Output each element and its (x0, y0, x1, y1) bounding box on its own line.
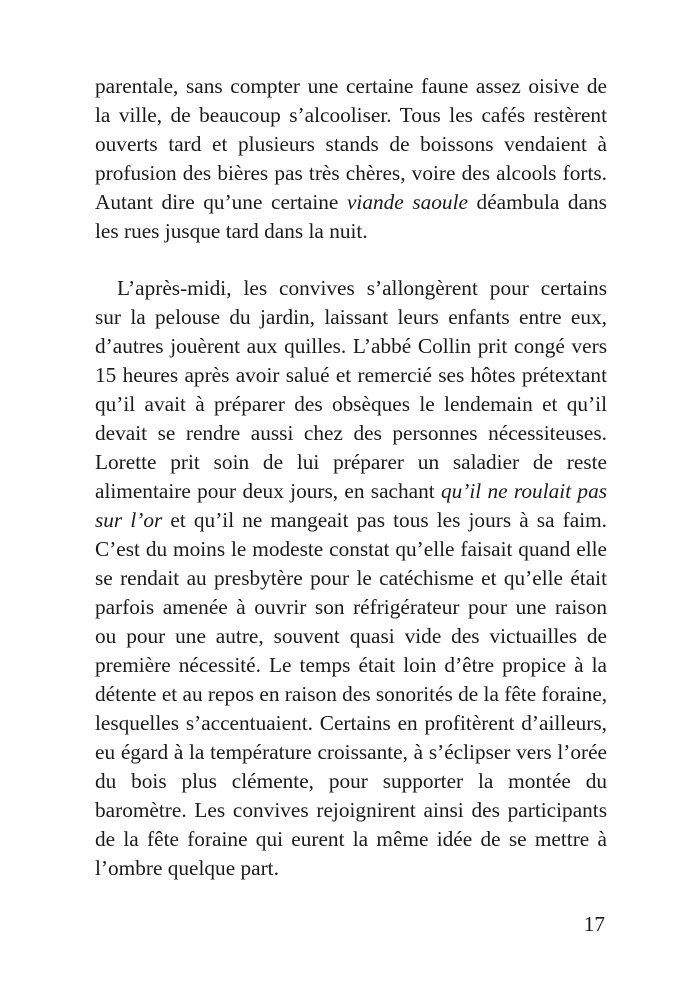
text-line: détente et au repos en raison des sonorités de la fête foraine, (95, 682, 608, 706)
text-line: les rues jusque tard dans la nuit. (95, 219, 368, 243)
paragraph-break (95, 246, 607, 274)
text-line: devait se rendre aussi chez des personnes nécessiteuses. (95, 421, 607, 445)
italic-phrase: viande saoule (346, 190, 468, 214)
text-line: sur la pelouse du jardin, laissant leurs enfants entre eux, (95, 305, 607, 329)
text-line: du bois plus clémente, pour supporter la montée du (95, 769, 607, 793)
italic-phrase: qu’il ne roulait pas (440, 479, 608, 503)
text-line: ouverts tard et plusieurs stands de boissons vendaient à (95, 132, 607, 156)
text-line: Lorette prit soin de lui préparer un saladier de reste (95, 450, 607, 474)
text-line: parentale, sans compter une certaine faune assez oisive de (95, 74, 607, 98)
text-line (95, 477, 607, 506)
text-run: alimentaire pour deux jours, en sachant (95, 479, 441, 503)
text-line: la ville, de beaucoup s’alcooliser. Tous les cafés restèrent (95, 103, 607, 127)
text-line: qu’il avait à préparer des obsèques le lendemain et qu’il (95, 392, 607, 416)
text-line: C’est du moins le modeste constat qu’elle faisait quand elle (95, 537, 607, 561)
text-line: profusion des bières pas très chères, voire des alcools forts. (95, 161, 607, 185)
text-line: 15 heures après avoir salué et remercié ses hôtes prétextant (95, 363, 607, 387)
text-line: d’autres jouèrent aux quilles. L’abbé Collin prit congé vers (95, 334, 607, 358)
text-line: l’ombre quelque part. (95, 856, 279, 880)
text-run: et qu’il ne mangeait pas tous les jours à sa faim. (162, 508, 608, 532)
text-line: lesquelles s’accentuaient. Certains en profitèrent d’ailleurs, (95, 711, 607, 735)
text-run: Autant dire qu’une certaine (95, 190, 347, 214)
text-line: se rendait au presbytère pour le catéchisme et qu’elle était (95, 566, 607, 590)
text-line: parfois amenée à ouvrir son réfrigérateur pour une raison (95, 595, 607, 619)
text-line (95, 188, 607, 217)
text-line: eu égard à la température croissante, à s’éclipser vers l’orée (95, 740, 607, 764)
text-run: déambula dans (467, 190, 607, 214)
paragraph-2 (95, 274, 607, 883)
text-line: baromètre. Les convives rejoignirent ainsi des participants (95, 798, 607, 822)
text-line: première nécessité. Le temps était loin d’être propice à la (95, 653, 607, 677)
paragraph-1 (95, 72, 607, 246)
text-line: L’après-midi, les convives s’allongèrent pour certains (117, 276, 607, 300)
text-line (95, 506, 607, 535)
text-line: de la fête foraine qui eurent la même idée de se mettre à (95, 827, 607, 851)
body-text (95, 72, 607, 883)
text-line: ou pour une autre, souvent quasi vide des victuailles de (95, 624, 607, 648)
italic-phrase: sur l’or (95, 508, 163, 532)
page-number: 17 (583, 912, 605, 936)
